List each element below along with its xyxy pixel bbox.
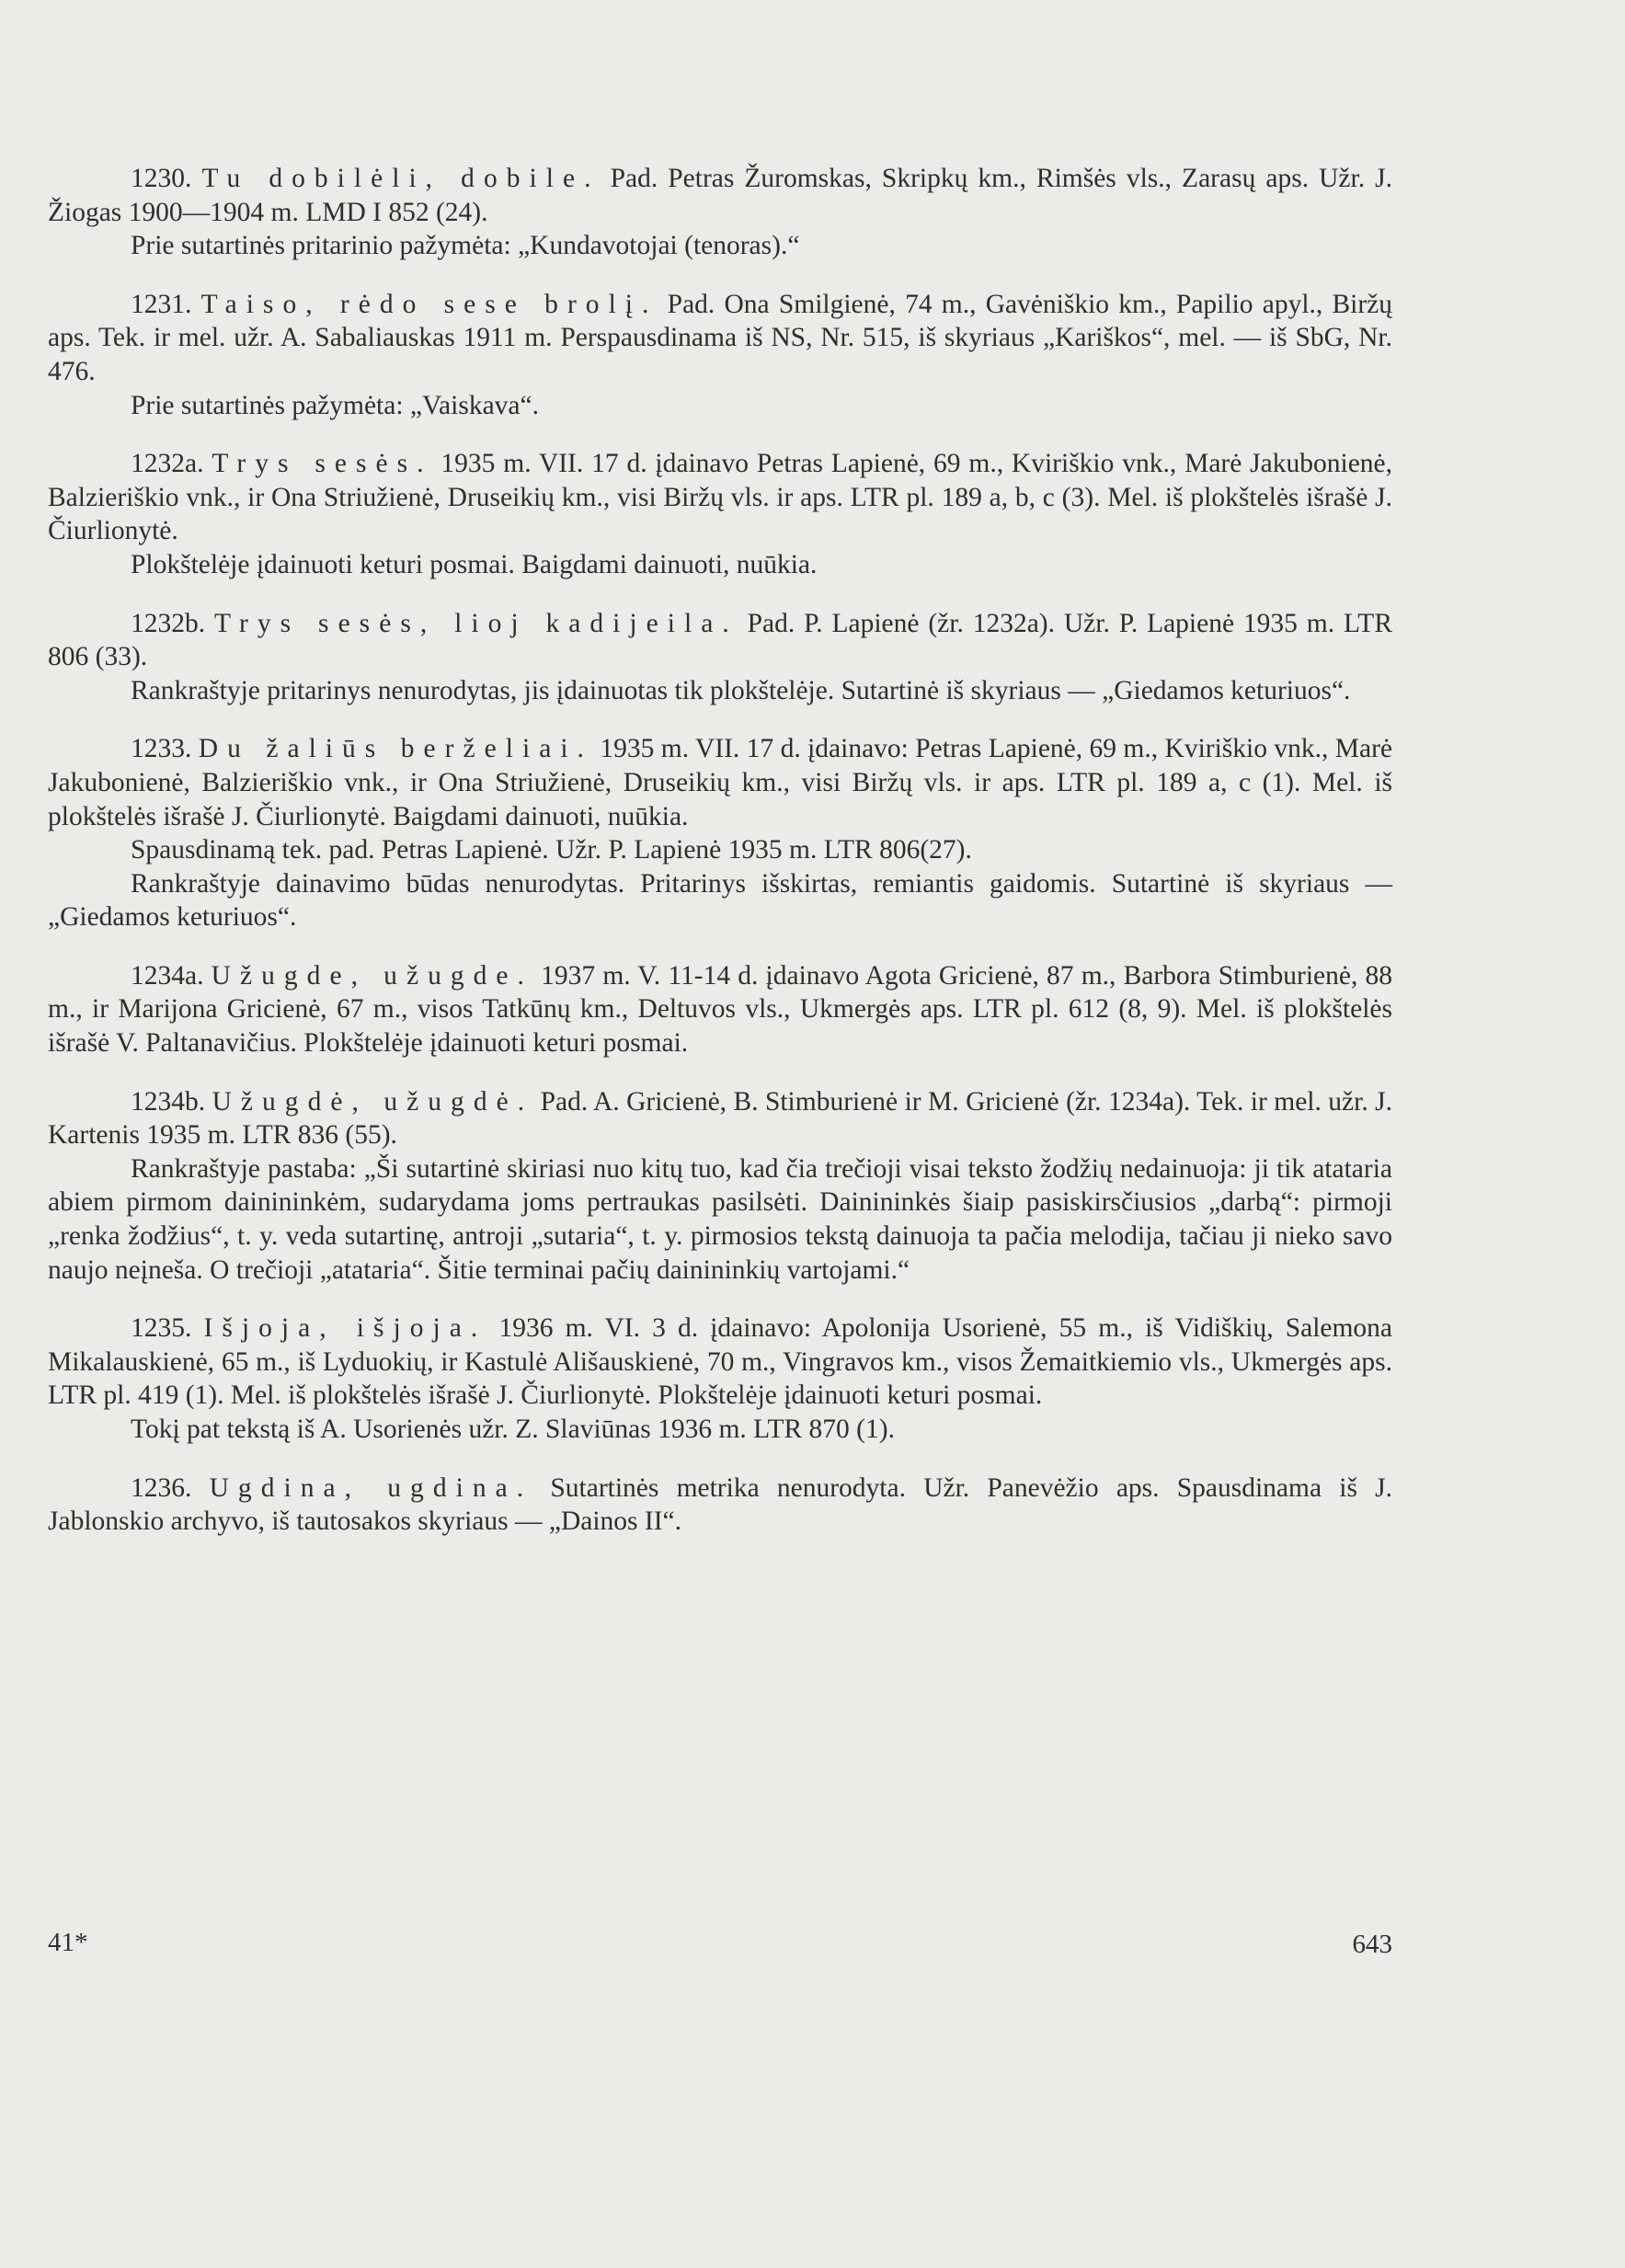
entry-number: 1231.	[131, 289, 192, 319]
entry-title: Taiso, rėdo sese brolį.	[200, 289, 658, 319]
song-entry	[48, 607, 1392, 708]
entry-number: 1234a.	[131, 960, 204, 991]
entry-title: Ugdina, ugdina.	[209, 1472, 533, 1503]
entry-number: 1232a.	[131, 449, 204, 479]
entry-title: Užugde, užugde.	[211, 960, 533, 991]
page-number: 643	[1352, 1930, 1392, 1959]
entry-note: Spausdinamą tek. pad. Petras Lapienė. Užr. P. Lapienė 1935 m. LTR 806(27).	[131, 835, 972, 865]
entry-body: Pad. A. Gricienė, B. Stimburienė ir M. Gricienė (žr. 1234a). Tek. ir mel. užr. J. Kartenis 1935 m. LTR 836 (55).	[48, 1086, 1392, 1151]
entry-paragraph	[48, 162, 1392, 229]
entry-paragraph	[48, 1312, 1392, 1413]
entry-paragraph	[48, 607, 1392, 674]
song-entry	[48, 1312, 1392, 1446]
entry-body: Pad. Ona Smilgienė, 74 m., Gavėniškio km., Papilio apyl., Biržų aps. Tek. ir mel. užr. A. Sabaliauskas 1911 m. Perspausdinama iš NS, Nr. 515, iš skyriaus „Kariškos“, mel. — iš SbG, Nr. 476.	[48, 289, 1393, 386]
entry-title: Trys sesės, lioj kadijeila.	[214, 608, 738, 638]
song-entry	[48, 1085, 1392, 1288]
entry-paragraph	[48, 288, 1392, 389]
entry-title: Du žaliūs berželiai.	[198, 734, 593, 764]
entry-note: Plokštelėje įdainuoti keturi posmai. Baigdami dainuoti, nuūkia.	[131, 549, 818, 579]
entry-body: Pad. Petras Žuromskas, Skripkų km., Rimšės vls., Zarasų aps. Užr. J. Žiogas 1900—1904 m. LMD I 852 (24).	[48, 164, 1393, 227]
entry-body: Pad. P. Lapienė (žr. 1232a). Užr. P. Lapienė 1935 m. LTR 806 (33).	[48, 608, 1392, 672]
song-entry	[48, 1472, 1392, 1539]
entry-title: Tu dobilėli, dobile.	[201, 164, 601, 193]
entry-note: Tokį pat tekstą iš A. Usorienės užr. Z. Slaviūnas 1936 m. LTR 870 (1).	[131, 1415, 895, 1444]
entry-number: 1235.	[131, 1313, 192, 1344]
signature-mark: 41*	[48, 1928, 88, 1957]
entry-number: 1232b.	[131, 608, 206, 638]
entry-note: Prie sutartinės pažymėta: „Vaiskava“.	[131, 390, 539, 420]
entry-number: 1234b.	[131, 1086, 206, 1117]
entry-paragraph	[48, 447, 1392, 548]
song-entry	[48, 732, 1392, 934]
entry-note: Rankraštyje dainavimo būdas nenurodytas. Pritarinys išskirtas, remiantis gaidomis. Sutartinė iš skyriaus — „Giedamos keturiuos“.	[48, 868, 1392, 933]
song-entry	[48, 288, 1392, 422]
entry-note: Rankraštyje pastaba: „Ši sutartinė skiriasi nuo kitų tuo, kad čia trečioji visai teksto žodžių nedainuoja: ji tik atataria abiem pirmom dainininkėm, sudarydama joms pertraukas pasilsėti. Dainininkės šiaip pasiskirsčiusios „darbą“: pirmoji „renka žodžius“, t. y. veda sutartinę, antroji „sutaria“, t. y. pirmosios tekstą dainuoja ta pačia melodija, tačiau ji nieko savo naujo neįneša. O trečioji „atataria“. Šitie terminai pačių dainininkių vartojami.“	[48, 1153, 1392, 1285]
entry-title: Užugdė, užugdė.	[212, 1086, 534, 1117]
song-entry	[48, 162, 1392, 263]
entry-body: 1936 m. VI. 3 d. įdainavo: Apolonija Usorienė, 55 m., iš Vidiškių, Salemona Mikalauskienė, 65 m., iš Lyduokių, ir Kastulė Ališauskienė, 70 m., Vingravos km., visos Žemaitkiemio vls., Ukmergės aps. LTR pl. 419 (1). Mel. iš plokštelės išrašė J. Čiurlionytė. Plokštelėje įdainuoti keturi posmai.	[48, 1313, 1393, 1411]
entry-paragraph	[48, 1085, 1392, 1152]
entry-note: Prie sutartinės pritarinio pažymėta: „Kundavotojai (tenoras).“	[131, 231, 800, 261]
entry-paragraph	[48, 732, 1392, 833]
entry-body: Sutartinės metrika nenurodyta. Užr. Panevėžio aps. Spausdinama iš J. Jablonskio archyvo, iš tautosakos skyriaus — „Dainos II“.	[48, 1472, 1393, 1537]
entry-paragraph	[48, 959, 1392, 1060]
entry-note: Rankraštyje pritarinys nenurodytas, jis įdainuotas tik plokštelėje. Sutartinė iš skyriaus — „Giedamos keturiuos“.	[131, 675, 1351, 705]
song-entry	[48, 959, 1392, 1060]
entry-number: 1230.	[131, 164, 192, 193]
entry-number: 1233.	[131, 734, 192, 764]
song-entry	[48, 447, 1392, 581]
entry-title: Trys sesės.	[212, 449, 433, 479]
page-body	[48, 162, 1392, 1564]
entry-paragraph	[48, 1472, 1392, 1539]
entry-number: 1236.	[131, 1472, 192, 1503]
entry-title: Išjoja, išjoja.	[203, 1313, 487, 1344]
entry-body: 1935 m. VII. 17 d. įdainavo: Petras Lapienė, 69 m., Kviriškio vnk., Marė Jakubonienė, Balzieriškio vnk., ir Ona Striužienė, Druseikių km., visi Biržų vls. ir aps. LTR pl. 189 a, c (1). Mel. iš plokštelės išrašė J. Čiurlionytė. Baigdami dainuoti, nuūkia.	[48, 734, 1393, 831]
entry-body: 1937 m. V. 11-14 d. įdainavo Agota Gricienė, 87 m., Barbora Stimburienė, 88 m., ir Marijona Gricienė, 67 m., visos Tatkūnų km., Deltuvos vls., Ukmergės aps. LTR pl. 612 (8, 9). Mel. iš plokštelės išrašė V. Paltanavičius. Plokštelėje įdainuoti keturi posmai.	[48, 960, 1393, 1059]
entry-body: 1935 m. VII. 17 d. įdainavo Petras Lapienė, 69 m., Kviriškio vnk., Marė Jakubonienė, Balzieriškio vnk., ir Ona Striužienė, Druseikių km., visi Biržų vls. ir aps. LTR pl. 189 a, b, c (3). Mel. iš plokštelės išrašė J. Čiurlionytė.	[48, 449, 1393, 546]
